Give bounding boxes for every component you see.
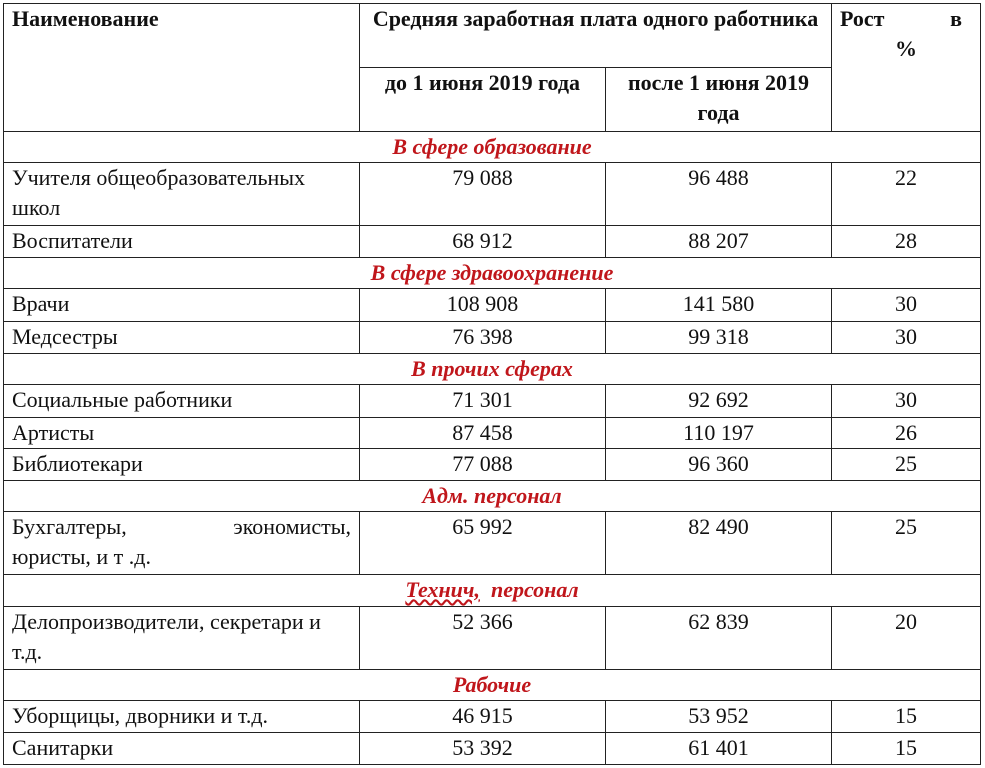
row-after: 82 490 [606, 511, 832, 574]
row-after: 53 952 [606, 701, 832, 733]
header-growth-unit: % [895, 36, 918, 61]
row-growth: 15 [832, 701, 981, 733]
row-after: 88 207 [606, 225, 832, 257]
row-name: Уборщицы, дворники и т.д. [4, 701, 360, 733]
row-growth: 20 [832, 607, 981, 670]
row-before: 71 301 [360, 385, 606, 417]
row-growth: 26 [832, 417, 981, 448]
row-before: 68 912 [360, 225, 606, 257]
row-before: 108 908 [360, 289, 606, 321]
row-growth: 30 [832, 289, 981, 321]
header-growth-word: Рост [840, 6, 885, 31]
row-growth: 25 [832, 511, 981, 574]
header-growth-in: в [950, 6, 963, 31]
section-title: Адм. персонал [4, 480, 981, 511]
row-name: Социальные работники [4, 385, 360, 417]
row-name: Библиотекари [4, 449, 360, 480]
row-growth: 22 [832, 162, 981, 225]
section-title [4, 574, 981, 606]
row-growth: 28 [832, 225, 981, 257]
row-name: Врачи [4, 289, 360, 321]
row-growth: 30 [832, 321, 981, 353]
row-before: 52 366 [360, 607, 606, 670]
row-after: 110 197 [606, 417, 832, 448]
row-growth: 30 [832, 385, 981, 417]
row-after: 141 580 [606, 289, 832, 321]
section-title: В сфере образование [4, 131, 981, 162]
row-after: 92 692 [606, 385, 832, 417]
header-growth [832, 4, 981, 132]
row-before: 76 398 [360, 321, 606, 353]
row-name: Воспитатели [4, 225, 360, 257]
row-after: 61 401 [606, 733, 832, 765]
header-before: до 1 июня 2019 года [360, 67, 606, 131]
row-before: 77 088 [360, 449, 606, 480]
row-before: 46 915 [360, 701, 606, 733]
section-title: В прочих сферах [4, 354, 981, 385]
row-before: 65 992 [360, 511, 606, 574]
row-name: Санитарки [4, 733, 360, 765]
row-after: 96 488 [606, 162, 832, 225]
section-title: В сфере здравоохранение [4, 257, 981, 288]
row-after: 99 318 [606, 321, 832, 353]
row-growth: 15 [832, 733, 981, 765]
row-name: Делопроизводители, секретари и т.д. [4, 607, 360, 670]
row-after: 62 839 [606, 607, 832, 670]
row-name: Учителя общеобразовательных школ [4, 162, 360, 225]
salary-table [3, 3, 981, 765]
row-growth: 25 [832, 449, 981, 480]
section-title-part: персонал [490, 576, 579, 602]
header-name: Наименование [4, 4, 360, 132]
row-name-part: юристы, и т .д. [12, 543, 151, 569]
section-title: Рабочие [4, 669, 981, 700]
row-name: Медсестры [4, 321, 360, 353]
row-before: 87 458 [360, 417, 606, 448]
row-name-part: Бухгалтеры, [12, 513, 127, 539]
row-before: 79 088 [360, 162, 606, 225]
row-name-part: экономисты, [233, 513, 351, 539]
row-before: 53 392 [360, 733, 606, 765]
header-avg-salary: Средняя заработная плата одного работника [360, 4, 832, 68]
row-name [4, 511, 360, 574]
section-title-part: Технич, [405, 576, 480, 602]
row-after: 96 360 [606, 449, 832, 480]
row-name: Артисты [4, 417, 360, 448]
header-after: после 1 июня 2019 года [606, 67, 832, 131]
